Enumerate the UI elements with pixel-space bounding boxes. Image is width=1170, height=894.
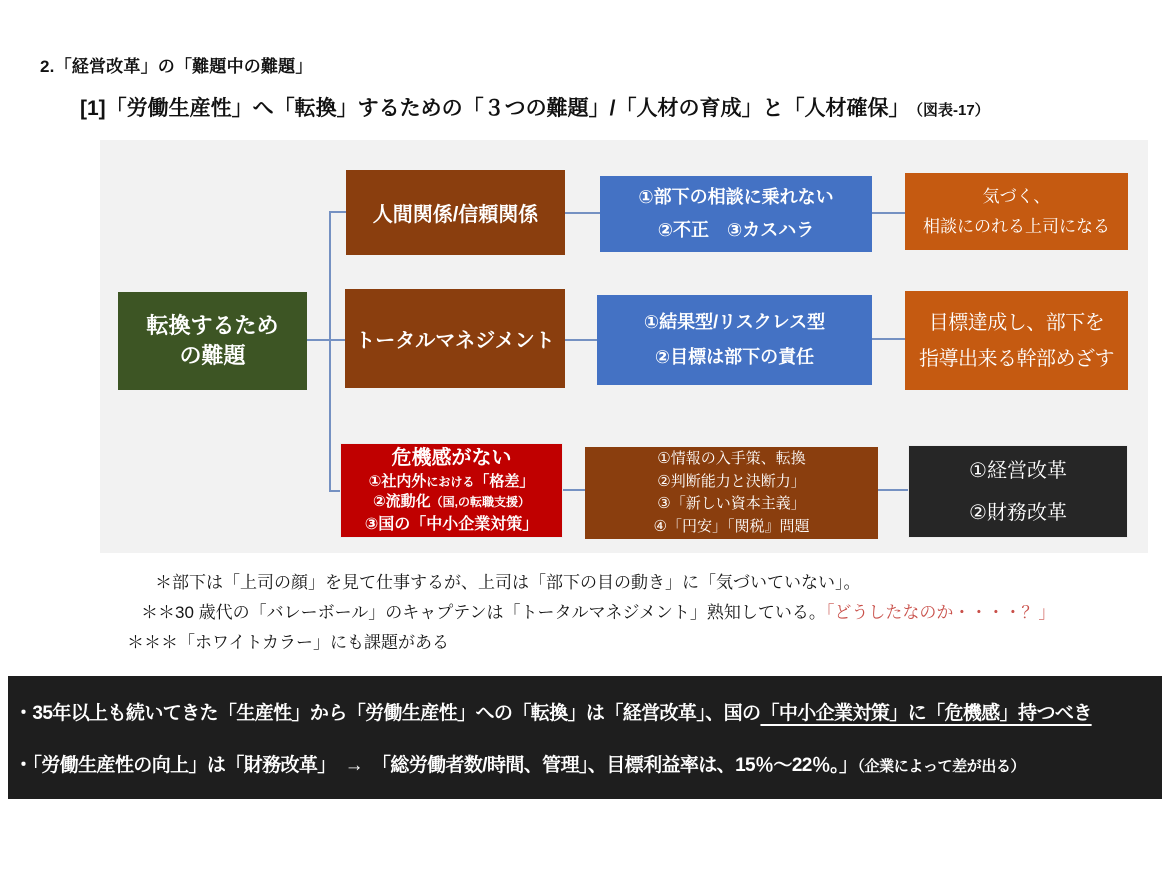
root-challenge-box (118, 292, 307, 390)
root-line1: 転換するため (146, 313, 279, 339)
row1-goal-line1: 気づく、 (982, 186, 1051, 206)
row1-topic-box (346, 170, 565, 255)
crisis-title: 危機感がない (391, 447, 512, 470)
row2-goal-line2: 指導出来る幹部めざす (919, 347, 1114, 370)
reform-2: ②財務改革 (969, 501, 1067, 524)
summary-line-1 (14, 698, 1156, 725)
figure-subtitle-text: [1]「労働生産性」へ「転換」するための「３つの難題」/「人材の育成」と「人材確保」 (80, 97, 910, 120)
measure-3: ③「新しい資本主義」 (657, 495, 806, 512)
figure-reference: （図表-17） (915, 102, 990, 119)
summary-line-1-underlined: 「中小企業対策」に「危機感」持つべき (760, 703, 1092, 725)
crisis-item-3: ③国の「中小企業対策」 (364, 516, 539, 534)
row3-measures-box (585, 447, 878, 539)
summary-line-2 (14, 750, 1156, 777)
measure-2: ②判断能力と決断力」 (657, 472, 806, 490)
measure-4: ④「円安」「関税』問題 (653, 517, 810, 535)
connector-row2-a (565, 339, 597, 341)
connector-row3-b (878, 489, 908, 491)
connector-row1-b (872, 212, 905, 214)
row1-goal-line2: 相談にのれる上司になる (923, 216, 1110, 236)
crisis-item-2: ②流動化（国,の転職支援） (372, 492, 531, 510)
footnote-1: ＊部下は「上司の顔」を見て仕事するが、上司は「部下の目の動き」に「気づいていない」。 (155, 573, 861, 592)
row3-crisis-box (340, 443, 563, 538)
row1-topic-label: 人間関係/信頼関係 (372, 204, 539, 226)
row2-issues-box (597, 295, 872, 385)
row1-goal-box (905, 173, 1128, 250)
figure-subtitle (80, 92, 990, 122)
row3-reforms-box (908, 445, 1128, 538)
connector-row1-a (565, 212, 600, 214)
row1-issues-box (600, 176, 872, 252)
connector-trunk (329, 211, 331, 492)
footnote-2 (141, 598, 1055, 623)
footnote-2-text: ＊＊30 歳代の「バレーボール」のキャプテンは「トータルマネジメント」熟知している。 (141, 603, 826, 622)
row2-topic-label: トータルマネジメント (355, 330, 555, 352)
connector-row3-a (563, 489, 585, 491)
footnote-2-highlight: 「どうしたなのか・・・・？」 (825, 603, 1056, 622)
crisis-item-1: ①社内外における「格差」 (368, 472, 535, 490)
measure-1: ①情報の入手策、転換 (657, 450, 806, 467)
row1-issue-line1: ①部下の相談に乗れない (638, 186, 834, 207)
root-line2: の難題 (179, 343, 246, 368)
reform-1: ①経営改革 (969, 459, 1067, 482)
section-title: 2.「経営改革」の「難題中の難題」 (40, 57, 313, 76)
connector-row3-stub (331, 490, 340, 492)
summary-line-2-note: （企業によって差が出る） (857, 757, 1026, 775)
row1-issue-line2: ②不正 ③カスハラ (657, 220, 815, 240)
footnote-3: ＊＊＊「ホワイトカラー」にも課題がある (127, 633, 449, 652)
summary-line-2-text: ・「労働生産性の向上」は「財務改革」 → 「総労働者数/時間、管理」、目標利益率は、15％～22％。」 (14, 754, 858, 776)
row2-topic-box (345, 289, 565, 388)
row2-goal-line1: 目標達成し、部下を (928, 311, 1105, 334)
row2-issue-line1: ①結果型/リスクレス型 (643, 311, 826, 332)
connector-row2-b (872, 338, 905, 340)
row2-issue-line2: ②目標は部下の責任 (654, 347, 815, 367)
row2-goal-box (905, 291, 1128, 390)
summary-box (8, 676, 1162, 799)
summary-line-1-text: ・35年以上も続いてきた「生産性」から「労働生産性」への「転換」は「経営改革」、国の (14, 703, 761, 725)
connector-row1-stub (331, 211, 346, 213)
connector-root-to-row2 (307, 339, 345, 341)
